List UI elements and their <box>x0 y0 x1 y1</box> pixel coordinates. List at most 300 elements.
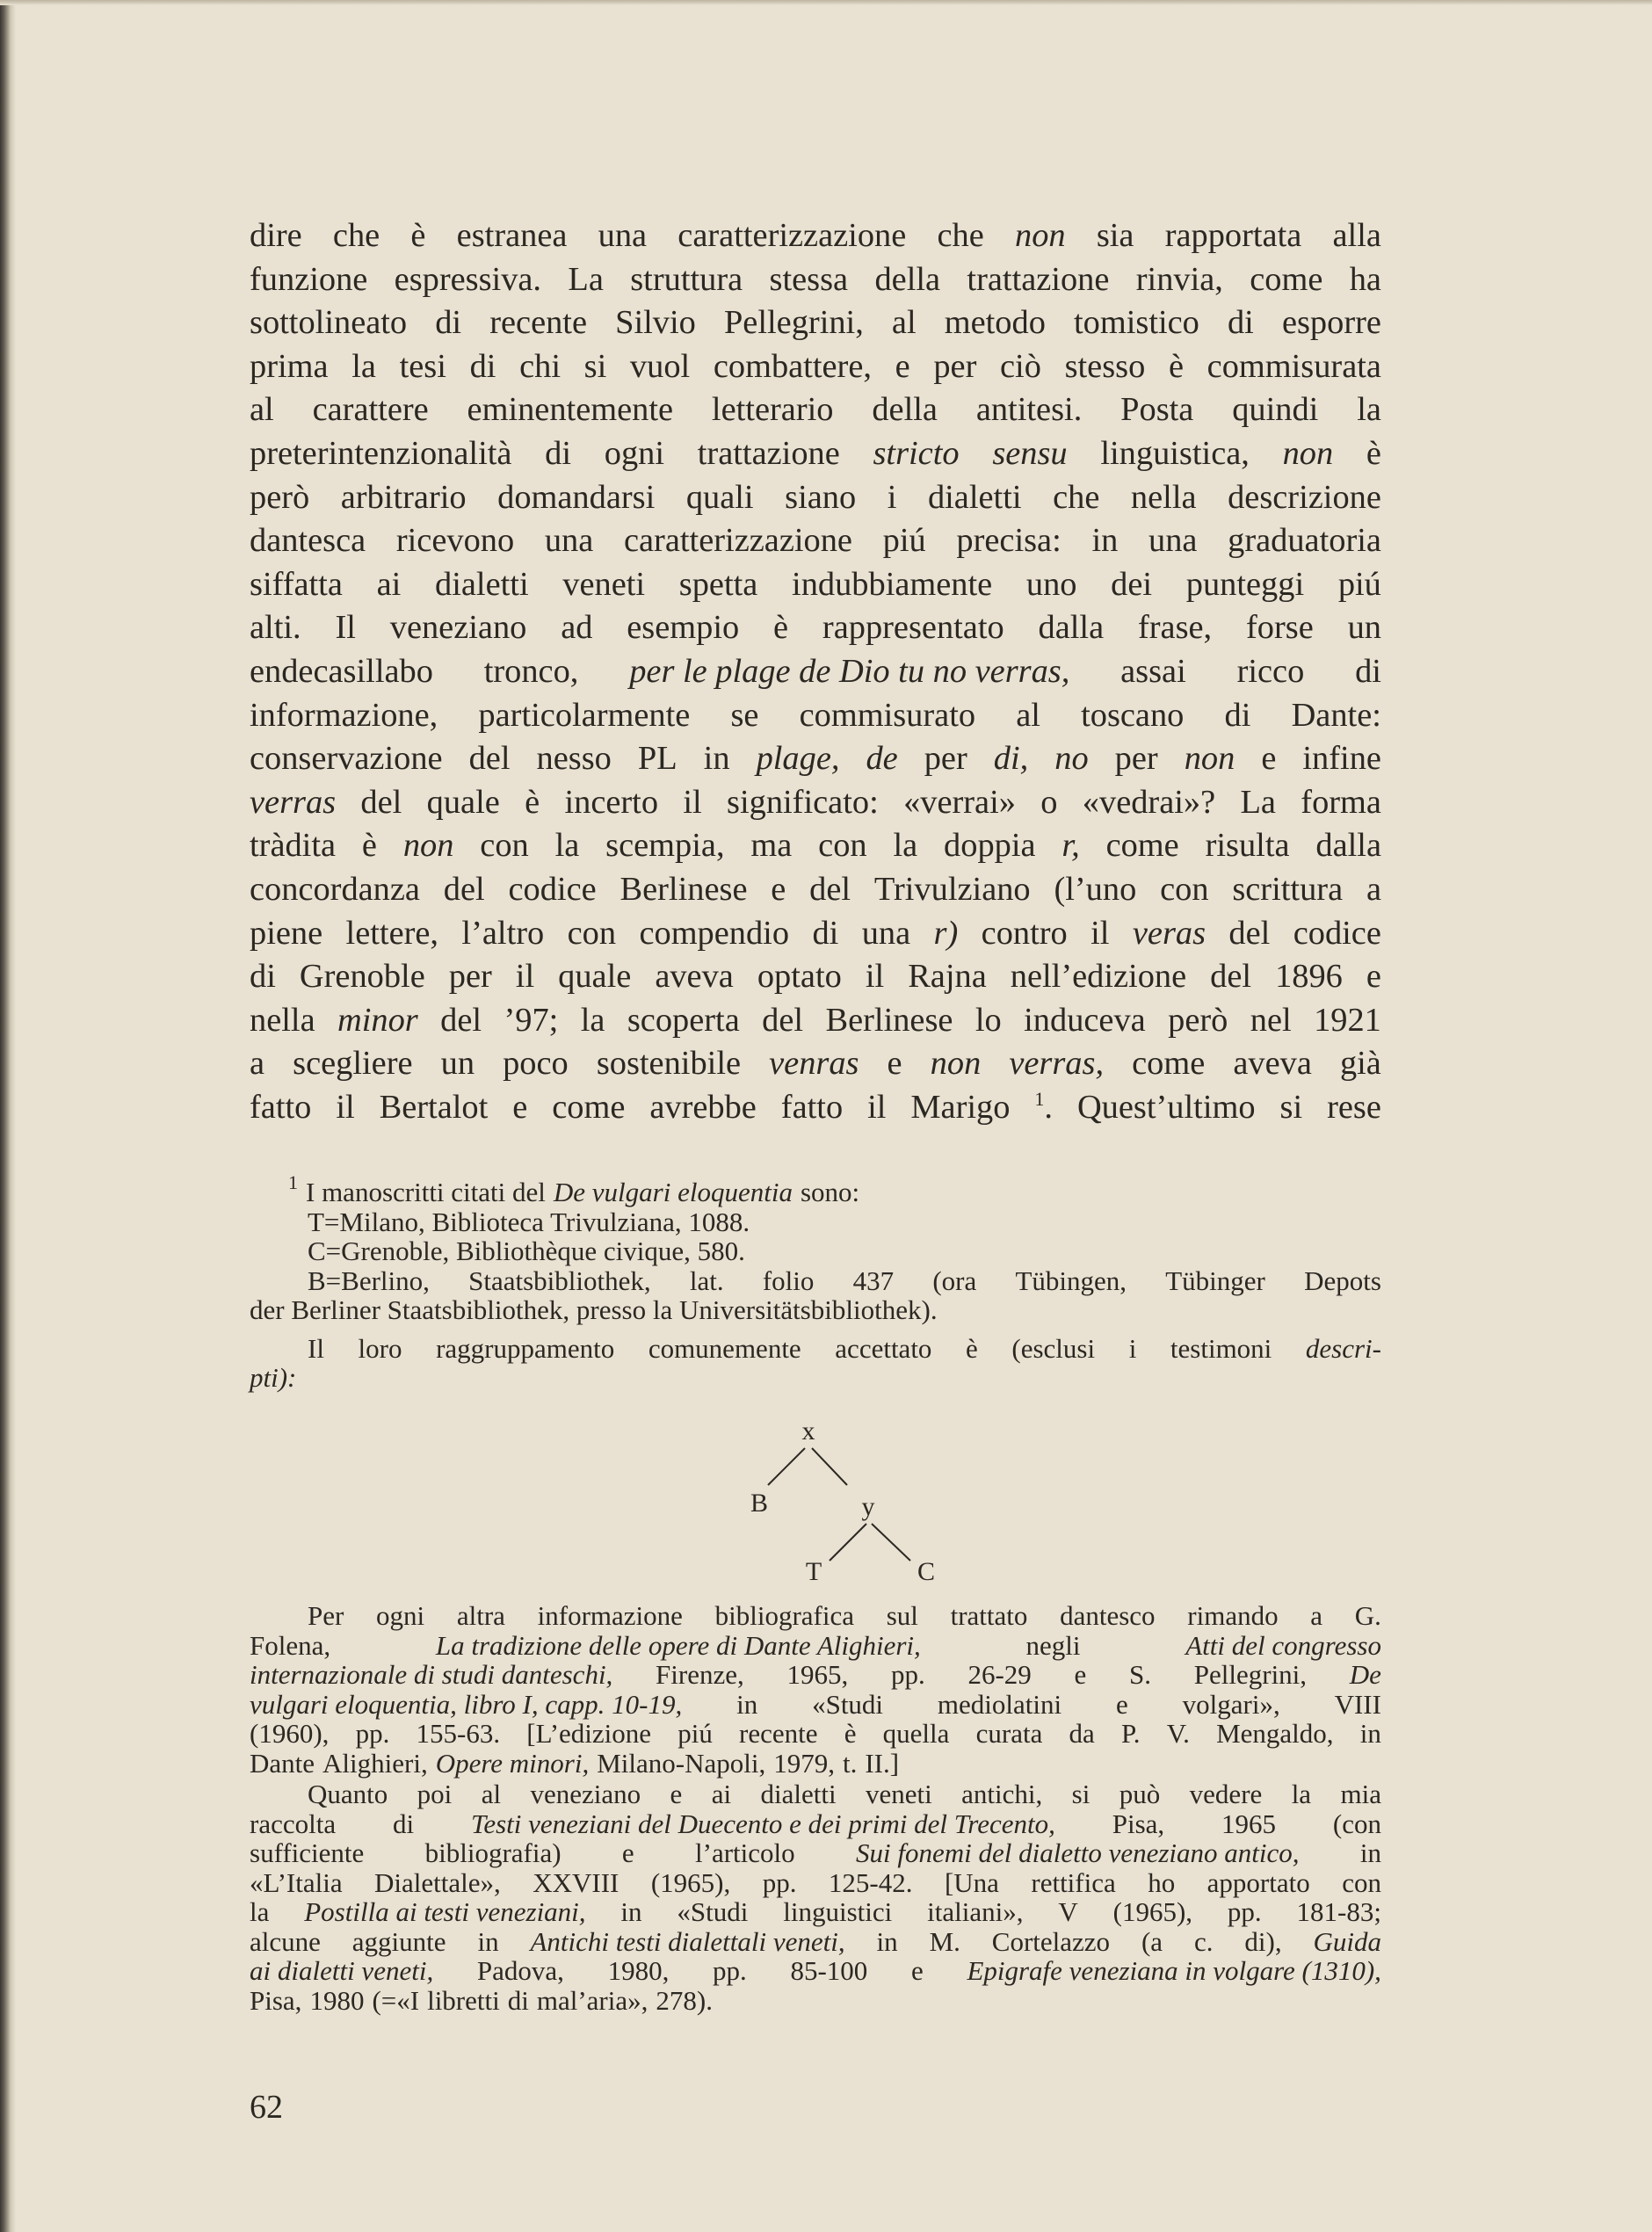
word: con <box>1160 870 1209 908</box>
word: il <box>515 958 535 996</box>
word: non <box>1282 434 1334 472</box>
word: loro <box>358 1332 402 1364</box>
word: contro <box>981 914 1068 952</box>
word: e <box>621 1837 634 1868</box>
word: assai <box>1120 652 1186 690</box>
word: B=Berlino, <box>308 1265 430 1296</box>
word: veneziano <box>389 609 527 647</box>
word: è <box>773 609 789 647</box>
word: la <box>351 347 376 385</box>
word: stesso <box>1064 347 1146 385</box>
word: in <box>1359 1718 1381 1749</box>
word: domandarsi <box>497 478 656 516</box>
word: ha <box>1349 260 1381 298</box>
word: per <box>924 740 967 778</box>
word: pp. <box>762 1866 797 1898</box>
word: uno <box>1025 565 1077 603</box>
word: al <box>481 1779 502 1809</box>
footnote-intro-title: De vulgari eloquentia <box>553 1177 793 1207</box>
word: è <box>966 1332 978 1364</box>
word: dalla <box>1315 827 1381 865</box>
siglum-line <box>250 1207 1381 1237</box>
word: 181-83; <box>1296 1896 1381 1927</box>
word: quale <box>426 783 500 821</box>
word: una <box>598 217 648 254</box>
word: «vedrai»? <box>1082 783 1216 821</box>
word: (1965), <box>650 1866 731 1898</box>
word: «Studi <box>677 1896 749 1927</box>
word: caratterizzazione <box>623 522 852 560</box>
word: testimoni <box>1170 1332 1272 1364</box>
word: Posta <box>1120 391 1194 429</box>
word: «L’Italia <box>250 1866 343 1898</box>
word: avrebbe <box>649 1088 757 1126</box>
word: e <box>1261 740 1277 778</box>
word: o <box>1040 783 1058 821</box>
word: particolarmente <box>478 696 691 734</box>
word: al <box>1016 696 1040 734</box>
word: la <box>893 827 918 865</box>
word: V. <box>1166 1718 1190 1749</box>
word: plage, <box>756 740 840 778</box>
body-line <box>250 781 1381 825</box>
word: conservazione <box>250 740 443 778</box>
word: nella <box>250 1001 315 1039</box>
body-line <box>250 563 1381 607</box>
word: quindi <box>1232 391 1319 429</box>
stemma-edge <box>872 1524 910 1561</box>
word: Cortelazzo <box>991 1925 1111 1957</box>
footnote-line <box>250 1690 1381 1720</box>
word: di <box>507 1984 529 2016</box>
word: è <box>1168 347 1185 385</box>
word: letterario <box>711 391 834 429</box>
word: lo <box>975 1001 1002 1039</box>
word: Pellegrini, <box>1193 1659 1308 1690</box>
word: P. <box>1120 1718 1141 1749</box>
word: Tübingen, <box>1015 1265 1127 1296</box>
page-number: 62 <box>250 2089 283 2126</box>
body-line <box>250 1086 1381 1130</box>
word: si <box>1279 1088 1303 1126</box>
word: aveva <box>655 958 734 996</box>
word: (a <box>1141 1925 1163 1957</box>
word: non <box>1184 740 1235 778</box>
word: La <box>1240 783 1276 821</box>
word: si <box>1071 1779 1090 1809</box>
word: rese <box>1327 1088 1381 1126</box>
word: rettifica <box>1031 1866 1116 1898</box>
word: veneti <box>866 1779 932 1809</box>
word: del <box>762 1001 804 1039</box>
word: e <box>895 347 910 385</box>
word: di <box>1224 696 1251 734</box>
word: per <box>933 347 977 385</box>
siglum-B-line <box>250 1266 1381 1296</box>
word: ai <box>711 1779 732 1809</box>
word: un <box>440 1045 475 1083</box>
body-line <box>250 955 1381 999</box>
word: combattere, <box>713 347 872 385</box>
word: del <box>1228 914 1271 952</box>
word: quale <box>558 958 632 996</box>
word: 1980 <box>309 1984 365 2016</box>
stemma-node-x: x <box>801 1417 815 1446</box>
word: punteggi <box>1185 565 1305 603</box>
word: i <box>887 478 897 516</box>
word: Pisa, <box>1112 1808 1165 1839</box>
word: induceva <box>1024 1001 1146 1039</box>
word: però <box>250 478 310 516</box>
body-line <box>250 432 1381 476</box>
word: del <box>440 1001 482 1039</box>
word: sostenibile <box>596 1045 742 1083</box>
word: di <box>469 347 496 385</box>
word: concordanza <box>250 870 420 908</box>
word: alcune <box>250 1925 321 1957</box>
word: negli <box>1025 1629 1081 1661</box>
word: siano <box>785 478 857 516</box>
word: non <box>1015 217 1066 254</box>
word: rinvia, <box>1135 260 1223 298</box>
binding-edge <box>0 0 16 2232</box>
stemma-node-T: T <box>805 1557 822 1586</box>
word: veneziano <box>530 1779 641 1809</box>
word: in <box>703 740 730 778</box>
word: è <box>410 217 426 254</box>
word: sufficiente <box>250 1837 365 1868</box>
word: come <box>1132 1045 1206 1083</box>
word: 1896 <box>1275 958 1343 996</box>
word: G. <box>1354 1600 1381 1631</box>
word: 1921 <box>1314 1001 1381 1039</box>
footnote-mark: 1 <box>288 1171 298 1193</box>
word: rapportata <box>1164 217 1302 254</box>
word: e <box>1074 1659 1087 1690</box>
word: non <box>930 1045 982 1083</box>
word: alla <box>1332 217 1381 254</box>
grouping-line <box>250 1334 1381 1364</box>
word: di <box>1227 304 1254 342</box>
word: Il <box>335 609 356 647</box>
word: La tradizione delle opere di Dante Alighieri, <box>435 1629 921 1661</box>
word: «Studi <box>812 1688 884 1720</box>
word: VIII <box>1334 1688 1381 1720</box>
word: bibliografica <box>714 1600 854 1631</box>
stemma-edge <box>812 1448 847 1485</box>
word: Milano-Napoli, <box>597 1747 766 1779</box>
word: mediolatini <box>937 1688 1062 1720</box>
siglum-B-continuation: der Berliner Staatsbibliothek, presso la Universitätsbibliothek). <box>250 1294 938 1325</box>
word: eminentemente <box>467 391 674 429</box>
word: una <box>1148 522 1198 560</box>
word: precisa: <box>956 522 1061 560</box>
word: al <box>891 304 917 342</box>
word: il <box>865 958 885 996</box>
word: commisurato <box>799 696 976 734</box>
word: una <box>861 914 911 952</box>
word: La <box>568 260 604 298</box>
word: nell’edizione <box>1010 958 1187 996</box>
stemma-diagram <box>738 1417 949 1592</box>
word: esporre <box>1281 304 1381 342</box>
footnote-line <box>250 1631 1381 1661</box>
siglum-T: T=Milano, Biblioteca Trivulziana, 1088. <box>308 1206 750 1237</box>
word: la <box>250 1896 270 1927</box>
word: come <box>1250 260 1323 298</box>
word: minor <box>337 1001 418 1039</box>
word: nesso <box>536 740 612 778</box>
word: funzione <box>250 260 368 298</box>
word: Trivulziano <box>873 870 1031 908</box>
body-line <box>250 214 1381 258</box>
word: se <box>730 696 759 734</box>
word: dalla <box>1038 609 1105 647</box>
word: pp. <box>355 1718 390 1749</box>
word: pp. <box>1227 1896 1262 1927</box>
word: piú <box>882 522 926 560</box>
word: quali <box>685 478 754 516</box>
word: ad <box>561 609 593 647</box>
footnote-line <box>250 1601 1381 1631</box>
word: dei <box>1111 565 1153 603</box>
word: vuol <box>629 347 691 385</box>
word: (=«I <box>372 1984 420 2016</box>
word: V <box>1058 1896 1078 1927</box>
body-line <box>250 1042 1381 1086</box>
word: Epigrafe veneziana in volgare (1310), <box>967 1955 1381 1986</box>
word: lettere, <box>345 914 439 952</box>
word: 1965 <box>1221 1808 1277 1839</box>
word: Pisa, <box>250 1984 302 2016</box>
word: si <box>583 347 607 385</box>
word: 125-42. <box>828 1866 913 1898</box>
word: frase, <box>1137 609 1213 647</box>
word: poco <box>503 1045 569 1083</box>
word: risulta <box>1205 827 1290 865</box>
word: (con <box>1332 1808 1381 1839</box>
word: già <box>1339 1045 1381 1083</box>
word: accettato <box>835 1332 932 1364</box>
word: toscano <box>1081 696 1185 734</box>
word: tronco, <box>483 652 579 690</box>
word: carattere <box>312 391 429 429</box>
footnote-intro-line <box>250 1171 1381 1207</box>
word: in <box>736 1688 758 1720</box>
word: Dialettale», <box>374 1866 501 1898</box>
word: la <box>1357 391 1381 429</box>
word: per <box>448 958 492 996</box>
word: Staatsbibliothek, <box>468 1265 651 1296</box>
word: di <box>250 958 276 996</box>
word: bibliografia) <box>424 1837 562 1868</box>
word: fatto <box>780 1088 844 1126</box>
word: 26-29 <box>967 1659 1032 1690</box>
word: dialetti <box>760 1779 837 1809</box>
footnote-intro-a: I manoscritti citati del <box>306 1177 546 1207</box>
word: e <box>910 1955 924 1986</box>
word: Mengaldo, <box>1216 1718 1334 1749</box>
word: i <box>1128 1332 1137 1364</box>
word: trattato <box>950 1600 1028 1631</box>
word: piene <box>250 914 323 952</box>
word: Rajna <box>908 958 987 996</box>
word: dialetti <box>927 478 1022 516</box>
word: che <box>937 217 984 254</box>
body-line <box>250 824 1381 868</box>
word: e <box>1366 958 1381 996</box>
word: che <box>332 217 380 254</box>
word: r, <box>1061 827 1080 865</box>
footnote-line <box>250 1749 1381 1779</box>
word: forma <box>1301 783 1381 821</box>
body-line <box>250 868 1381 912</box>
word: endecasillabo <box>250 652 433 690</box>
word: lat. <box>689 1265 724 1296</box>
word: non <box>402 827 454 865</box>
footnote-line <box>250 1868 1381 1898</box>
word: alti. <box>250 609 301 647</box>
word: preterintenzionalità <box>250 434 512 472</box>
word: tràdita <box>250 827 337 865</box>
body-line <box>250 999 1381 1043</box>
word: altra <box>456 1600 505 1631</box>
word: ho <box>1148 1866 1176 1898</box>
word: Silvio <box>615 304 696 342</box>
word: per le plage de Dio tu no verras, <box>629 652 1070 690</box>
word: «verrai» <box>903 783 1016 821</box>
word: Bertalot <box>379 1088 489 1126</box>
word: Dante <box>250 1747 315 1779</box>
word: nella <box>1130 478 1197 516</box>
word: al <box>250 391 274 429</box>
word: volgari», <box>1182 1688 1280 1720</box>
body-line <box>250 694 1381 738</box>
word: rappresentato <box>822 609 1004 647</box>
word: dialetti <box>435 565 529 603</box>
word: de <box>866 740 898 778</box>
footnote-line <box>250 1956 1381 1986</box>
word: 437 <box>852 1265 895 1296</box>
word: metodo <box>944 304 1046 342</box>
word: incerto <box>564 783 659 821</box>
body-line <box>250 258 1381 302</box>
word: a <box>1366 870 1381 908</box>
word: scempia, <box>605 827 725 865</box>
word: nel <box>1250 1001 1292 1039</box>
word: vulgari eloquentia, libro I, capp. 10-19, <box>250 1688 683 1720</box>
word: la <box>554 827 580 865</box>
word: venras <box>769 1045 859 1083</box>
word: veneti <box>562 565 646 603</box>
word: compendio <box>639 914 790 952</box>
word: spetta <box>678 565 758 603</box>
footnote-line <box>250 1927 1381 1957</box>
word: scoperta <box>627 1001 740 1039</box>
word: ricco <box>1236 652 1305 690</box>
word: del <box>1210 958 1252 996</box>
word: arbitrario <box>340 478 467 516</box>
word: tomistico <box>1073 304 1199 342</box>
word: l’altro <box>461 914 545 952</box>
word: del <box>443 870 485 908</box>
word: a <box>1310 1600 1323 1631</box>
word: piú <box>677 1718 713 1749</box>
word: folio <box>762 1265 815 1296</box>
word: no <box>1054 740 1089 778</box>
word: di <box>812 914 839 952</box>
word: ai dialetti veneti, <box>250 1955 434 1986</box>
word: di <box>1355 652 1381 690</box>
word: r) <box>933 914 959 952</box>
word: linguistica, <box>1100 434 1250 472</box>
word: poi <box>417 1779 453 1809</box>
word: S. <box>1129 1659 1152 1690</box>
word: è <box>361 827 377 865</box>
stemma-node-B: B <box>750 1489 769 1518</box>
word: ma <box>750 827 793 865</box>
stemma-node-C: C <box>917 1557 936 1586</box>
word: t. <box>842 1747 858 1779</box>
word: veras <box>1132 914 1206 952</box>
body-line <box>250 345 1381 389</box>
word: in <box>876 1925 898 1957</box>
word: che <box>1053 478 1100 516</box>
word: dantesco <box>1060 1600 1156 1631</box>
word: raggruppamento <box>436 1332 615 1364</box>
word: ogni <box>604 434 665 472</box>
word: Atti del congresso <box>1185 1629 1381 1661</box>
word: optato <box>757 958 842 996</box>
word: sensu <box>992 434 1068 472</box>
footnote-line <box>250 1660 1381 1690</box>
word: tesi <box>399 347 446 385</box>
word: espressiva. <box>394 260 542 298</box>
word: del <box>809 870 851 908</box>
word: e <box>771 870 786 908</box>
word: però <box>1168 1001 1228 1039</box>
word: scrittura <box>1232 870 1344 908</box>
footnote-line <box>250 1809 1381 1839</box>
body-line <box>250 519 1381 563</box>
stemma-node-y: y <box>861 1492 875 1521</box>
top-edge <box>0 0 1652 5</box>
word: è <box>525 783 540 821</box>
word: linguistici <box>783 1896 893 1927</box>
word: Testi veneziani del Duecento e dei primi del Trecento, <box>470 1808 1055 1839</box>
body-line <box>250 301 1381 345</box>
word: la <box>1291 1779 1312 1809</box>
word: XXVIII <box>533 1866 620 1898</box>
body-line <box>250 388 1381 432</box>
siglum-line <box>250 1236 1381 1266</box>
body-line <box>250 606 1381 650</box>
word: forse <box>1245 609 1314 647</box>
footnote-line <box>250 1838 1381 1868</box>
word: Guida <box>1313 1925 1381 1957</box>
word: significato: <box>727 783 879 821</box>
word: informazione, <box>250 696 438 734</box>
word: M. <box>929 1925 960 1957</box>
word: sottolineato <box>250 304 408 342</box>
word: 1980, <box>607 1955 670 1986</box>
word: commisurata <box>1206 347 1381 385</box>
word: chi <box>519 347 561 385</box>
word: antitesi. <box>975 391 1083 429</box>
word: Opere minori, <box>435 1747 590 1779</box>
word: a <box>250 1045 265 1083</box>
word: (esclusi <box>1011 1332 1096 1364</box>
